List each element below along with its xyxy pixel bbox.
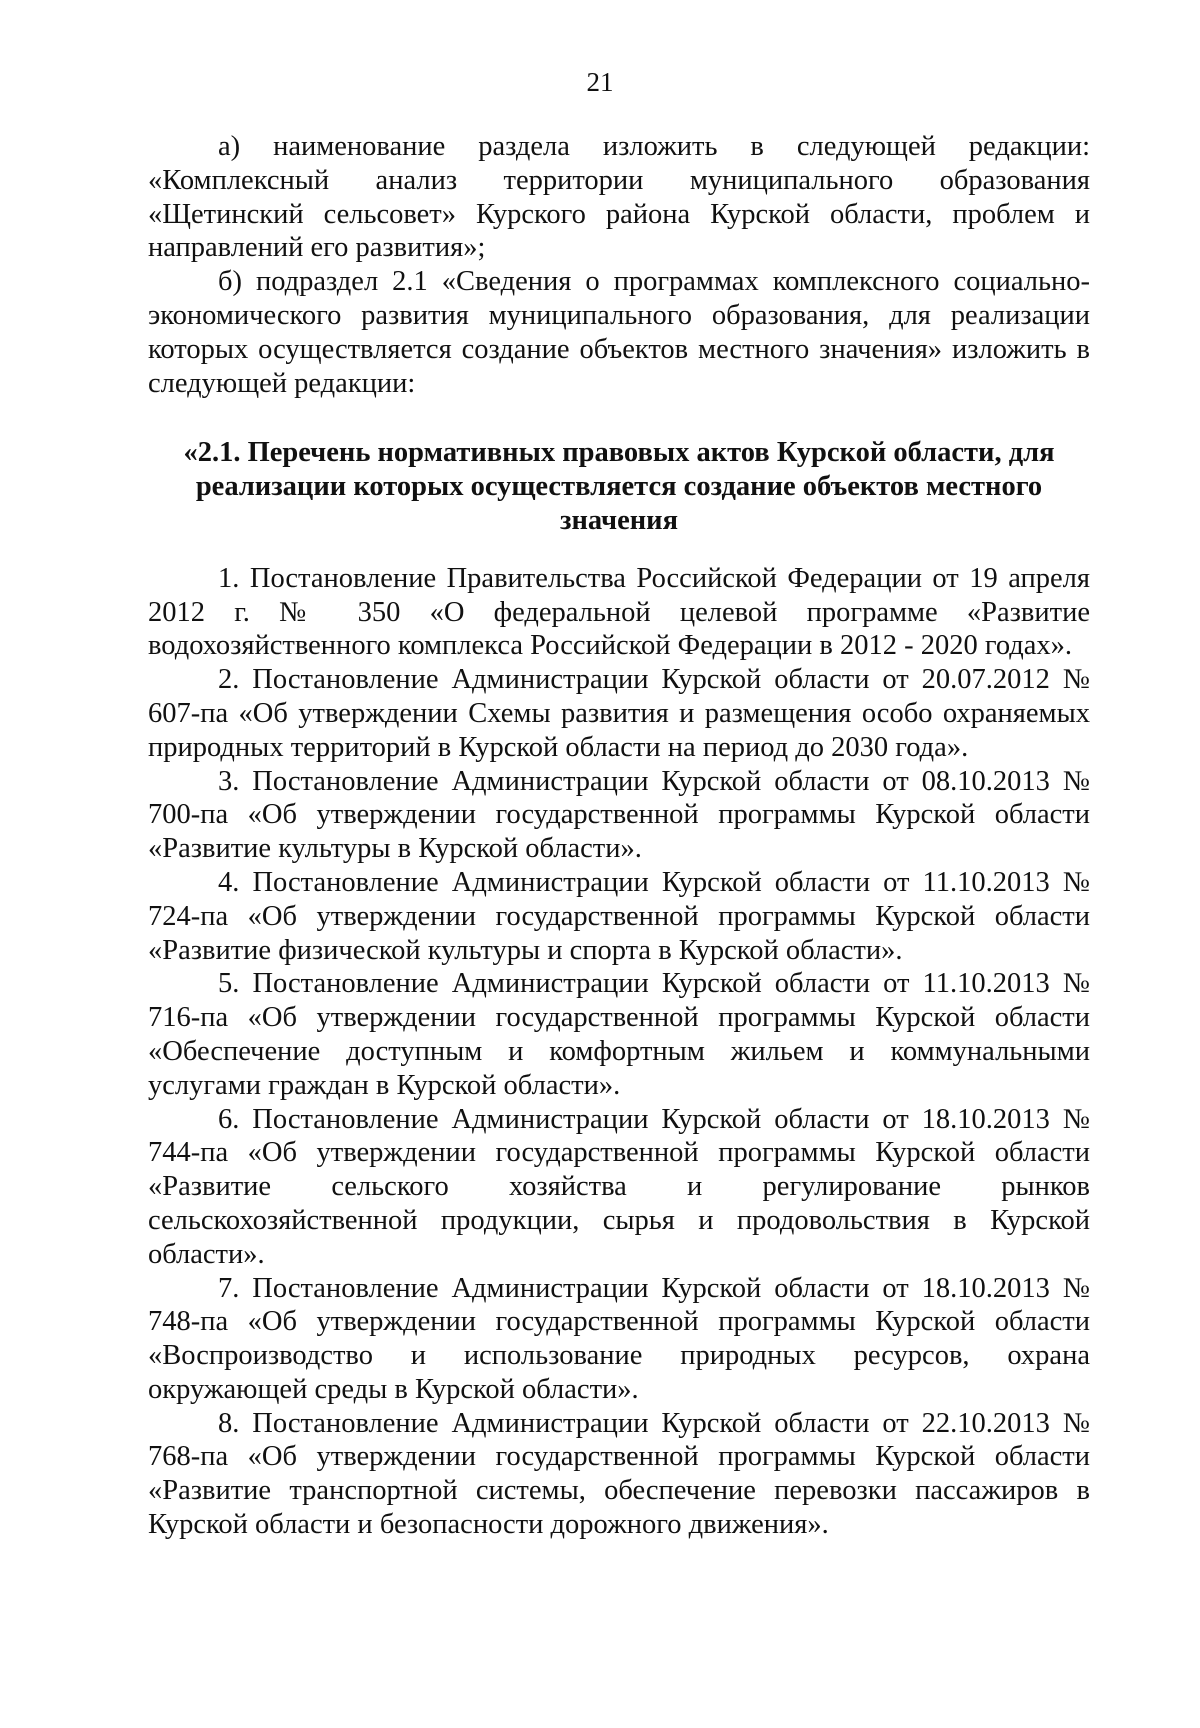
list-item: 6. Постановление Администрации Курской области от 18.10.2013 № 744-па «Об утверждении государственной программы Курской области «Развитие сельского хозяйства и регулирование рынков сельскохозяйственной продукции, сырья и продовольствия в Курской области». <box>148 1103 1090 1270</box>
paragraph-a: а) наименование раздела изложить в следующей редакции: «Комплексный анализ территории муниципального образования «Щетинский сельсовет» Курского района Курской области, проблем и направлений его развития»; <box>148 131 1090 264</box>
paragraph-b: б) подраздел 2.1 «Сведения о программах комплексного социально-экономического развития муниципального образования, для реализации которых осуществляется создание объектов местного значения» изложить в следующей редакции: <box>148 266 1090 399</box>
document-body <box>148 130 1090 1542</box>
list-item: 5. Постановление Администрации Курской области от 11.10.2013 № 716-па «Об утверждении государственной программы Курской области «Обеспечение доступным и комфортным жильем и коммунальными услугами граждан в Курской области». <box>148 968 1090 1101</box>
list-item: 2. Постановление Администрации Курской области от 20.07.2012 № 607-па «Об утверждении Схемы развития и размещения особо охраняемых природных территорий в Курской области на период до 2030 года». <box>148 664 1090 763</box>
section-heading: «2.1. Перечень нормативных правовых актов Курской области, для реализации которых осуществляется создание объектов местного значения <box>183 437 1055 536</box>
list-item: 1. Постановление Правительства Российской Федерации от 19 апреля 2012 г. № 350 «О федеральной целевой программе «Развитие водохозяйственного комплекса Российской Федерации в 2012 - 2020 годах». <box>148 562 1090 662</box>
list-item: 8. Постановление Администрации Курской области от 22.10.2013 № 768-па «Об утверждении государственной программы Курской области «Развитие транспортной системы, обеспечение перевозки пассажиров в Курской области и безопасности дорожного движения». <box>148 1407 1090 1541</box>
page-number: 21 <box>586 67 614 97</box>
list-item: 3. Постановление Администрации Курской области от 08.10.2013 № 700-па «Об утверждении государственной программы Курской области «Развитие культуры в Курской области». <box>148 765 1090 865</box>
list-item: 7. Постановление Администрации Курской области от 18.10.2013 № 748-па «Об утверждении государственной программы Курской области «Воспроизводство и использование природных ресурсов, охрана окружающей среды в Курской области». <box>148 1272 1090 1405</box>
list-item: 4. Постановление Администрации Курской области от 11.10.2013 № 724-па «Об утверждении государственной программы Курской области «Развитие физической культуры и спорта в Курской области». <box>148 866 1090 966</box>
regulatory-acts-list <box>148 562 1090 1542</box>
